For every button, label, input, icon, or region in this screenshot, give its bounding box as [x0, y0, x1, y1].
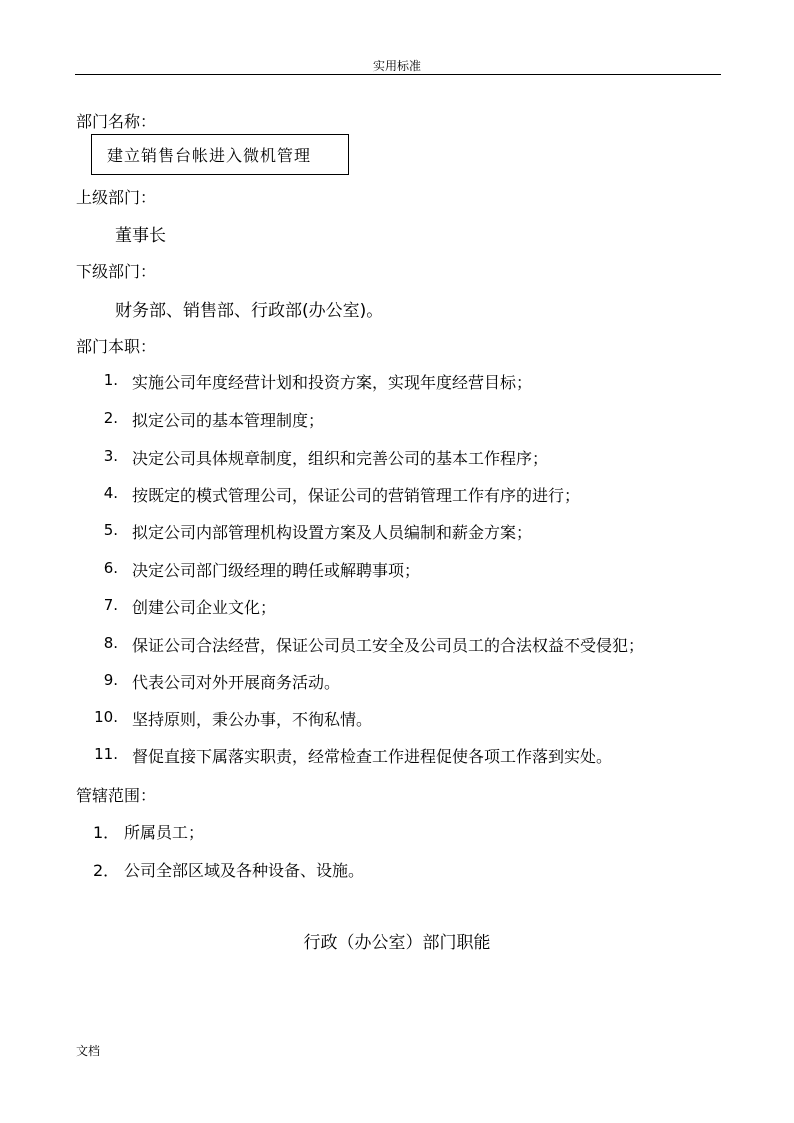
superior-label: 上级部门： — [76, 188, 157, 207]
list-item-text: 拟定公司的基本管理制度； — [132, 411, 325, 430]
list-item-number: 3. — [103, 447, 118, 465]
list-item-number: 1． — [93, 823, 120, 842]
list-item-text: 代表公司对外开展商务活动。 — [132, 673, 341, 692]
list-item-number: 6. — [103, 559, 118, 577]
dept-name-box: 建立销售台帐进入微机管理 — [91, 134, 349, 175]
list-item-text: 实施公司年度经营计划和投资方案，实现年度经营目标； — [132, 373, 533, 392]
list-item-text: 坚持原则，秉公办事，不徇私情。 — [132, 710, 373, 729]
list-item-number: 7. — [103, 596, 118, 614]
list-item-text: 创建公司企业文化； — [132, 598, 277, 617]
scope-label: 管辖范围： — [76, 786, 157, 805]
page-footer: 文档 — [76, 1044, 101, 1058]
list-item-text: 决定公司具体规章制度，组织和完善公司的基本工作程序； — [132, 449, 549, 468]
subordinate-value: 财务部、销售部、行政部(办公室)。 — [115, 301, 384, 321]
list-item-text: 所属员工； — [124, 823, 205, 842]
list-item-number: 5. — [103, 521, 118, 539]
duties-label: 部门本职： — [76, 337, 157, 356]
list-item-text: 保证公司合法经营，保证公司员工安全及公司员工的合法权益不受侵犯； — [132, 636, 645, 655]
list-item-number: 1. — [103, 371, 118, 389]
superior-value: 董事长 — [115, 226, 166, 246]
list-item-number: 10. — [94, 708, 118, 726]
list-item-text: 拟定公司内部管理机构设置方案及人员编制和薪金方案； — [132, 523, 533, 542]
section-title: 行政（办公室）部门职能 — [303, 933, 491, 953]
dept-name-label: 部门名称： — [76, 112, 157, 131]
list-item-number: 2. — [103, 409, 118, 427]
list-item-text: 按既定的模式管理公司，保证公司的营销管理工作有序的进行； — [132, 486, 581, 505]
list-item-number: 2． — [93, 861, 120, 880]
list-item-text: 公司全部区域及各种设备、设施。 — [124, 861, 365, 880]
header-divider — [75, 74, 721, 75]
subordinate-label: 下级部门： — [76, 262, 157, 281]
list-item-number: 9. — [103, 671, 118, 689]
list-item-number: 4. — [103, 484, 118, 502]
list-item-number: 8. — [103, 634, 118, 652]
page-header: 实用标准 — [372, 59, 421, 73]
list-item-text: 决定公司部门级经理的聘任或解聘事项； — [132, 561, 421, 580]
list-item-text: 督促直接下属落实职责，经常检查工作进程促使各项工作落到实处。 — [132, 747, 613, 766]
list-item-number: 11. — [94, 745, 118, 763]
